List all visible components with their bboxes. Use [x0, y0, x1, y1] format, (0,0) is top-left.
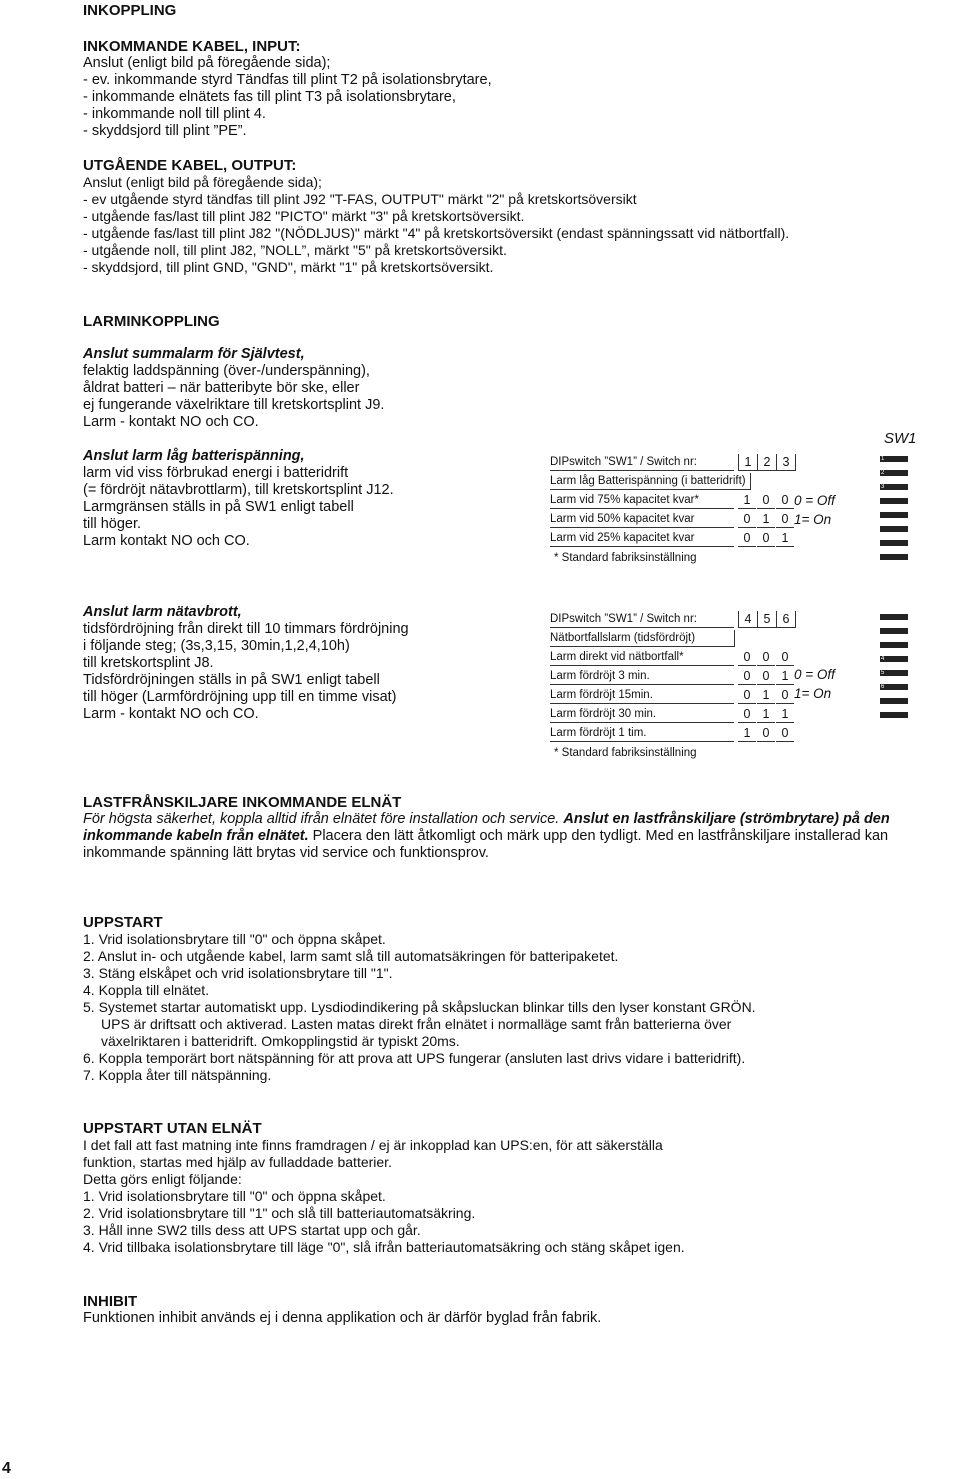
switch-value: 1: [776, 706, 794, 723]
text-line: till höger (Larmfördröjning upp till en timme visat): [83, 689, 397, 705]
text-line: i följande steg; (3s,3,15, 30min,1,2,4,10h): [83, 638, 350, 654]
switch-value: 1: [738, 454, 758, 471]
switch-value: 0: [738, 511, 756, 528]
switch-number: 2: [881, 470, 885, 476]
row-label: DIPswitch ”SW1” / Switch nr:: [550, 611, 734, 628]
text-line: - ev. inkommande styrd Tändfas till plint T2 på isolationsbrytare,: [83, 72, 492, 88]
alarm-low-battery-block: [83, 448, 394, 550]
text-line: - inkommande noll till plint 4.: [83, 106, 266, 122]
sw1-label: SW1: [884, 430, 917, 447]
row-label: Larm fördröjt 1 tim.: [550, 725, 734, 742]
table-row: [550, 630, 735, 646]
switch-value: 0: [757, 725, 775, 742]
table-row: [550, 649, 789, 665]
safety-rest: Placera den lätt åtkomligt och märk upp den tydligt. Med en lastfrånskiljare installerad kan inkommande spänning lätt brytas vid service och funktionsprov.: [83, 828, 889, 861]
switch-value: 0: [738, 706, 756, 723]
dip-switch-sw1: [874, 452, 916, 568]
text-line: Larm - kontakt NO och CO.: [83, 706, 259, 722]
dip-switch-sw1-second: [874, 610, 916, 726]
standard-note: * Standard fabriksinställning: [554, 747, 697, 759]
section-title-inkoppling: INKOPPLING: [83, 2, 177, 19]
switch-number: 3: [881, 484, 885, 490]
list-item-continued: växelriktaren i batteridrift. Omkopplingstid är typiskt 20ms.: [101, 1033, 460, 1049]
text-line: - skyddsjord till plint ”PE”.: [83, 123, 247, 139]
safety-instruction: Anslut en lastfrånskiljare (strömbrytare) på den inkommande kabeln från elnätet.: [83, 811, 890, 844]
table-row: [550, 687, 789, 703]
section-title-uppstart-utan-elnat: UPPSTART UTAN ELNÄT: [83, 1120, 262, 1137]
text-line: Anslut (enligt bild på föregående sida);: [83, 55, 331, 71]
dip-table-battery: [550, 454, 790, 564]
switch-value: 1: [757, 687, 775, 704]
safety-note: För högsta säkerhet, koppla alltid ifrån elnätet före installation och service.: [83, 811, 560, 827]
alarm-low-battery-heading: Anslut larm låg batterispänning,: [83, 448, 305, 464]
switch-value: 2: [757, 454, 777, 471]
switch-value: 6: [776, 611, 796, 628]
table-row: [550, 530, 789, 546]
row-label: Larm direkt vid nätbortfall*: [550, 649, 734, 666]
text-line: - inkommande elnätets fas till plint T3 på isolationsbrytare,: [83, 89, 456, 105]
text-line: tidsfördröjning från direkt till 10 timmars fördröjning: [83, 621, 409, 637]
text-line: till höger.: [83, 516, 142, 532]
lastfranskiljare-text: [83, 811, 953, 862]
text-line: (= fördröjt nätavbrottlarm), till kretskortsplint J12.: [83, 482, 394, 498]
list-item: 2. Anslut in- och utgående kabel, larm samt slå till automatsäkringen för batteripaketet.: [83, 948, 619, 964]
section-title-larminkoppling: LARMINKOPPLING: [83, 313, 220, 330]
switch-value: 0: [776, 492, 794, 509]
text-line: Larmgränsen ställs in på SW1 enligt tabell: [83, 499, 354, 515]
text-line: åldrat batteri – när batteribyte bör ske, eller: [83, 380, 360, 396]
switch-value: 0: [776, 649, 794, 666]
standard-note: * Standard fabriksinställning: [554, 552, 697, 564]
text-line: - skyddsjord, till plint GND, "GND", märkt "1" på kretskortsöversikt.: [83, 259, 494, 275]
switch-value: 0: [757, 492, 775, 509]
dip-table-mains-failure: [550, 611, 790, 761]
switch-value: 0: [757, 530, 775, 547]
on-legend: 1= On: [794, 512, 832, 527]
text-line: - utgående fas/last till plint J82 "(NÖDLJUS)" märkt "4" på kretskortsöversikt (endast spänningssatt vid nätbortfall).: [83, 225, 790, 241]
list-item: 7. Koppla åter till nätspänning.: [83, 1067, 272, 1083]
switch-number: 4: [881, 656, 885, 662]
switch-value: 0: [738, 687, 756, 704]
text-line: larm vid viss förbrukad energi i batteridrift: [83, 465, 349, 481]
switch-value: 1: [776, 668, 794, 685]
table-row: [550, 725, 789, 741]
uppstart-utan-elnat-text: [83, 1137, 685, 1256]
switch-value: 0: [738, 649, 756, 666]
list-item: 5. Systemet startar automatiskt upp. Lysdiodindikering på skåpsluckan blinkar tills den lyser konstant GRÖN.: [83, 999, 756, 1015]
table-row: [550, 668, 789, 684]
row-label: Larm fördröjt 3 min.: [550, 668, 734, 685]
table-row: [550, 511, 789, 527]
row-label: DIPswitch ”SW1” / Switch nr:: [550, 454, 734, 471]
switch-value: 0: [776, 725, 794, 742]
switch-value: 1: [738, 725, 756, 742]
switch-value: 4: [738, 611, 758, 628]
list-item: 1. Vrid isolationsbrytare till "0" och öppna skåpet.: [83, 1188, 386, 1204]
list-item: 1. Vrid isolationsbrytare till "0" och öppna skåpet.: [83, 931, 386, 947]
list-item: 4. Vrid tillbaka isolationsbrytare till läge "0", slå ifrån batteriautomatsäkring och stäng skåpet igen.: [83, 1239, 685, 1255]
row-label: Larm fördröjt 30 min.: [550, 706, 734, 723]
list-item: 3. Stäng elskåpet och vrid isolationsbrytare till "1".: [83, 965, 393, 981]
list-item: 6. Koppla temporärt bort nätspänning för att prova att UPS fungerar (ansluten last drivs vidare i batteridrift).: [83, 1050, 746, 1066]
switch-value: 0: [738, 668, 756, 685]
switch-value: 3: [776, 454, 796, 471]
text-line: Tidsfördröjningen ställs in på SW1 enligt tabell: [83, 672, 380, 688]
output-cable-text: [83, 174, 789, 276]
switch-value: 1: [738, 492, 756, 509]
alarm-summary-heading: Anslut summalarm för Självtest,: [83, 346, 305, 362]
list-item: 2. Vrid isolationsbrytare till "1" och slå till batteriautomatsäkring.: [83, 1205, 476, 1221]
text-line: - utgående noll, till plint J82, ”NOLL”, märkt "5" på kretskortsöversikt.: [83, 242, 507, 258]
section-title-inhibit: INHIBIT: [83, 1293, 138, 1310]
section-title-uppstart: UPPSTART: [83, 914, 163, 931]
row-label: Larm vid 50% kapacitet kvar: [550, 511, 734, 528]
row-label: Larm vid 25% kapacitet kvar: [550, 530, 734, 547]
switch-value: 0: [776, 687, 794, 704]
text-line: Larm - kontakt NO och CO.: [83, 414, 259, 430]
switch-value: 1: [757, 706, 775, 723]
text-line: till kretskortsplint J8.: [83, 655, 214, 671]
switch-number: 5: [881, 670, 885, 676]
switch-value: 5: [757, 611, 777, 628]
text-line: ej fungerande växelriktare till kretskortsplint J9.: [83, 397, 385, 413]
text-line: I det fall att fast matning inte finns framdragen / ej är inkopplad kan UPS:en, för att säkerställa: [83, 1137, 663, 1153]
table-row: [550, 454, 790, 470]
switch-value: 0: [776, 511, 794, 528]
on-label: ON: [907, 621, 916, 627]
alarm-mains-failure-heading: Anslut larm nätavbrott,: [83, 604, 242, 620]
section-title-lastfranskiljare: LASTFRÅNSKILJARE INKOMMANDE ELNÄT: [83, 794, 402, 811]
table-row: [550, 492, 789, 508]
on-legend: 1= On: [794, 686, 832, 701]
switch-value: 0: [757, 649, 775, 666]
output-cable-heading: UTGÅENDE KABEL, OUTPUT:: [83, 157, 297, 174]
input-cable-text: [83, 55, 492, 140]
table-row: [550, 706, 789, 722]
off-legend: 0 = Off: [794, 667, 835, 682]
text-line: funktion, startas med hjälp av fulladdade batterier.: [83, 1154, 392, 1170]
text-line: - ev utgående styrd tändfas till plint J92 "T-FAS, OUTPUT" märkt "2" på kretskortsöversikt: [83, 191, 637, 207]
list-item-continued: UPS är driftsatt och aktiverad. Lasten matas direkt från elnätet i normalläge samt från batterierna över: [101, 1016, 732, 1032]
text-line: Larm kontakt NO och CO.: [83, 533, 250, 549]
list-item: 4. Koppla till elnätet.: [83, 982, 210, 998]
switch-value: 0: [757, 668, 775, 685]
alarm-summary-block: [83, 346, 384, 431]
table-row: [550, 611, 790, 627]
text-line: Detta görs enligt följande:: [83, 1171, 242, 1187]
switch-value: 1: [757, 511, 775, 528]
row-label: Larm vid 75% kapacitet kvar*: [550, 492, 734, 509]
switch-number: 1: [881, 456, 885, 462]
list-item: 3. Håll inne SW2 tills dess att UPS startat upp och går.: [83, 1222, 421, 1238]
switch-value: 0: [738, 530, 756, 547]
page-number: 4: [2, 1460, 11, 1477]
row-label: Nätbortfallslarm (tidsfördröjt): [550, 630, 735, 647]
text-line: - utgående fas/last till plint J82 "PICTO" märkt "3" på kretskortsöversikt.: [83, 208, 525, 224]
switch-value: 1: [776, 530, 794, 547]
alarm-mains-failure-block: [83, 604, 409, 723]
text-line: Anslut (enligt bild på föregående sida);: [83, 174, 322, 190]
text-line: felaktig laddspänning (över-/underspänning),: [83, 363, 370, 379]
uppstart-steps: [83, 931, 756, 1084]
row-label: Larm fördröjt 15min.: [550, 687, 734, 704]
inhibit-text: Funktionen inhibit används ej i denna applikation och är därför byglad från fabrik.: [83, 1310, 602, 1326]
table-row: [550, 473, 751, 489]
switch-number: 6: [881, 684, 885, 690]
on-label: ON: [907, 463, 916, 469]
off-legend: 0 = Off: [794, 493, 835, 508]
row-label: Larm låg Batterispänning (i batteridrift): [550, 473, 751, 490]
input-cable-heading: INKOMMANDE KABEL, INPUT:: [83, 38, 301, 55]
